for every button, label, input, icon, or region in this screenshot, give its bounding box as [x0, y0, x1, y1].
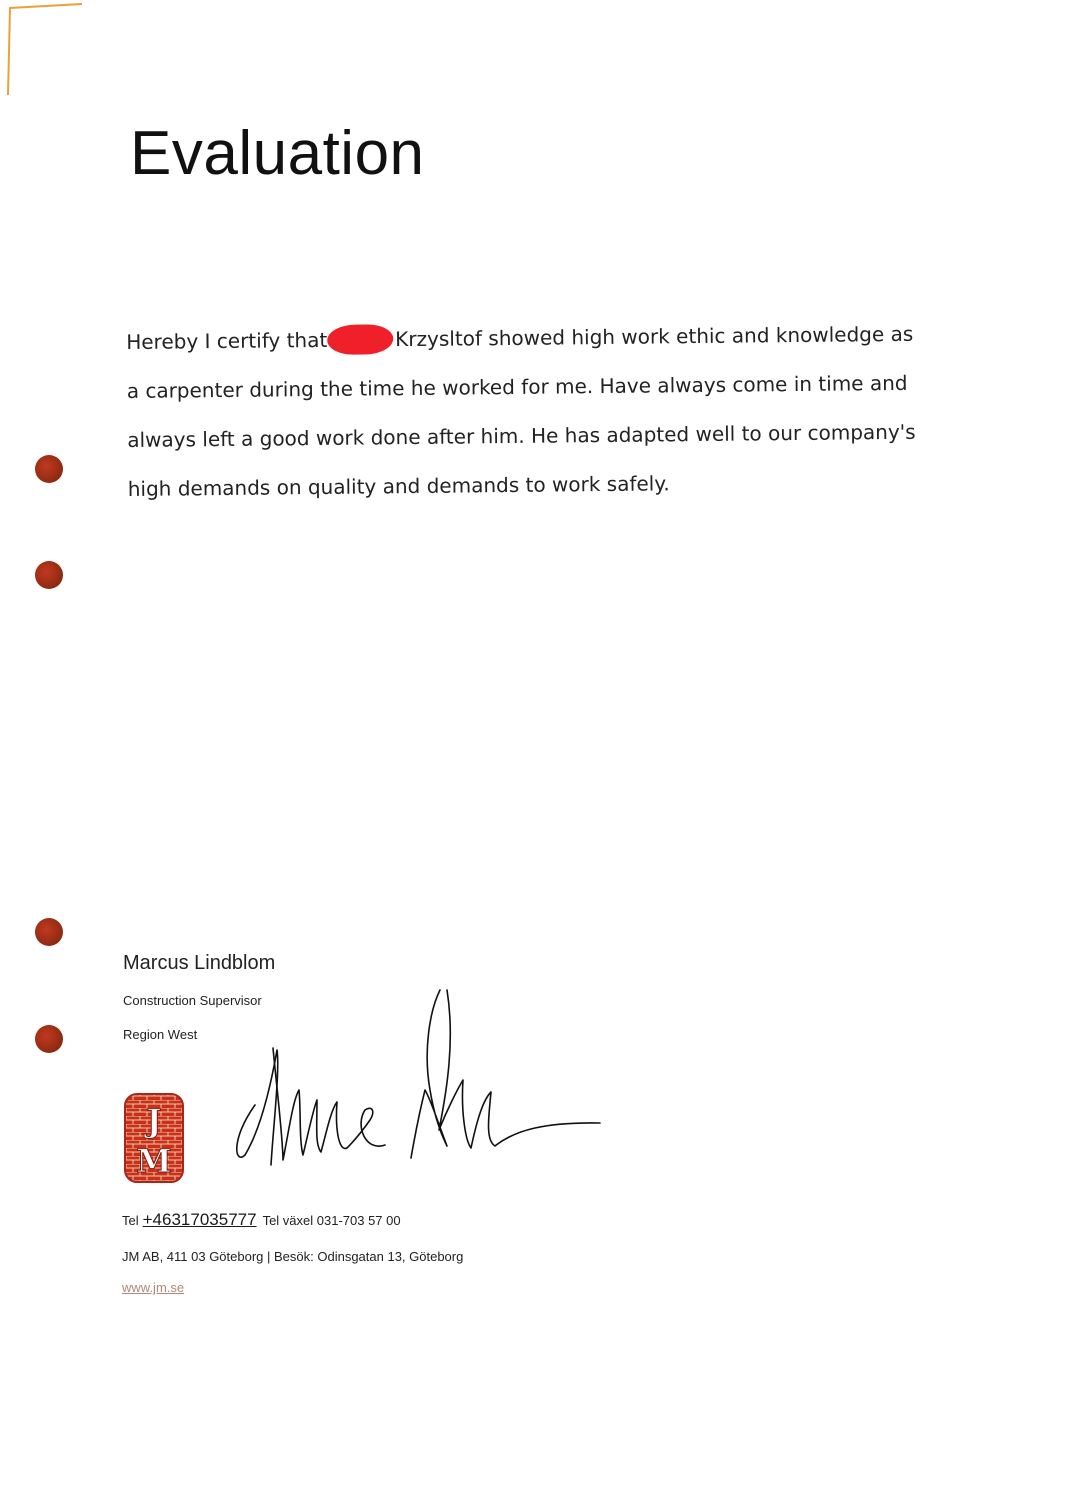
svg-text:M: M	[136, 1142, 172, 1180]
paragraph-line: high demands on quality and demands to work safely.	[127, 471, 670, 501]
evaluation-paragraph	[126, 309, 958, 514]
company-logo	[123, 1092, 185, 1184]
website-link[interactable]: www.jm.se	[122, 1280, 185, 1295]
paragraph-line: a carpenter during the time he worked for me. Have always come in time and	[126, 370, 908, 403]
punch-hole	[35, 561, 63, 589]
paragraph-line: always left a good work done after him. He has adapted well to our company's	[127, 419, 916, 452]
company-address: JM AB, 411 03 Göteborg | Besök: Odinsgatan 13, Göteborg	[122, 1249, 464, 1264]
signatory-name: Marcus Lindblom	[123, 952, 276, 974]
punch-hole	[35, 455, 63, 483]
paragraph-text: Hereby I certify that	[126, 327, 328, 354]
document-title: Evaluation	[130, 119, 425, 188]
paragraph-line	[126, 309, 956, 367]
signatory-region: Region West	[123, 1027, 198, 1042]
switchboard-number: Tel växel 031-703 57 00	[262, 1213, 401, 1228]
punch-hole	[35, 1025, 63, 1053]
handwritten-signature	[225, 980, 615, 1170]
tel-label: Tel	[122, 1213, 139, 1228]
phone-link[interactable]: +46317035777	[142, 1210, 257, 1229]
corner-fold-mark	[0, 0, 90, 100]
punch-hole	[35, 918, 63, 946]
paragraph-text: Krzysltof showed high work ethic and knowledge as	[395, 321, 914, 352]
svg-text:J: J	[146, 1102, 162, 1140]
contact-line	[122, 1210, 401, 1230]
redacted-name	[327, 324, 393, 355]
signatory-role: Construction Supervisor	[123, 993, 262, 1008]
